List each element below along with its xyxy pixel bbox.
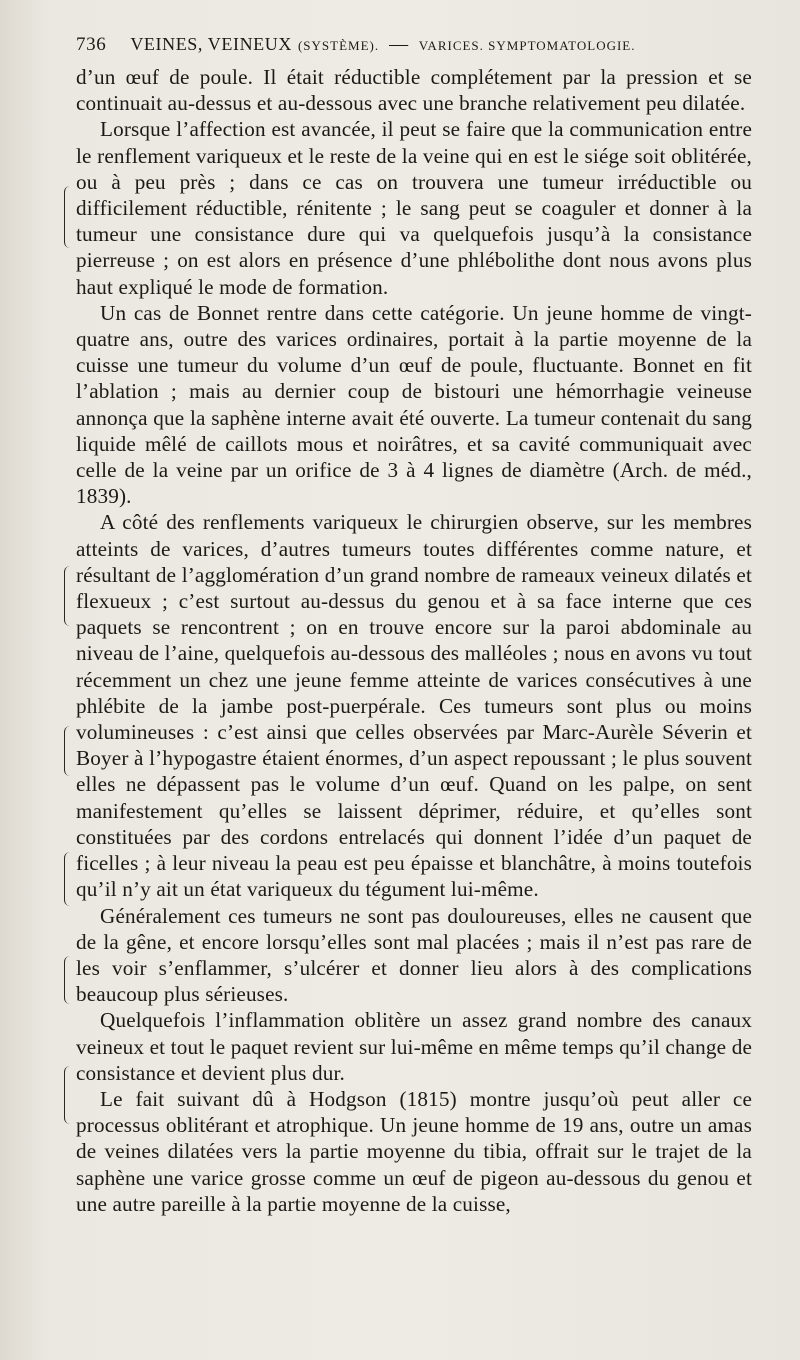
paragraph: Quelquefois l’inflammation oblitère un assez grand nombre des canaux veineux et tout le paquet revient sur lui-même en même temps qu’il change de consistance et devient plus dur.	[76, 1008, 752, 1085]
paragraph: Généralement ces tumeurs ne sont pas douloureuses, elles ne causent que de la gêne, et encore lorsqu’elles sont mal placées ; mais il n’est pas rare de les voir s’enflammer, s’ulcérer et donner lieu alors à des complications beaucoup plus sérieuses.	[76, 903, 752, 1007]
paragraph: Le fait suivant dû à Hodgson (1815) montre jusqu’où peut aller ce processus oblitérant et atrophique. Un jeune homme de 19 ans, outre un amas de veines dilatées vers la partie moyenne du tibia, offrait sur le trajet de la saphène une varice grosse comme un œuf de pigeon au-dessous du genou et une autre pareille à la partie moyenne de la cuisse,	[76, 1086, 752, 1216]
header-title: VEINES, VEINEUX	[130, 34, 292, 54]
page-body	[76, 64, 752, 1217]
paragraph: Un cas de Bonnet rentre dans cette catégorie. Un jeune homme de vingt-quatre ans, outre des varices ordinaires, portait à la partie moyenne de la cuisse une tumeur du volume d’un œuf de poule, fluctuante. Bonnet en fit l’ablation ; mais au dernier coup de bistouri une hémorrhagie veineuse annonça que la saphène interne avait été ouverte. La tumeur contenait du sang liquide mêlé de caillots mous et noirâtres, et sa cavité communiquait avec celle de la veine par un orifice de 3 à 4 lignes de diamètre (Arch. de méd., 1839).	[76, 300, 752, 509]
margin-bracket	[64, 956, 71, 1004]
paragraph: A côté des renflements variqueux le chirurgien observe, sur les membres atteints de varices, d’autres tumeurs toutes différentes comme nature, et résultant de l’agglomération d’un grand nombre de rameaux veineux dilatés et flexueux ; c’est surtout au-dessus du genou et à sa face interne que ces paquets se rencontrent ; on en trouve encore sur la paroi abdominale au niveau de l’aine, quelquefois au-dessous des malléoles ; nous en avons vu tout récemment un chez une jeune femme atteinte de varices consécutives à une phlébite de la jambe post-puerpérale. Ces tumeurs sont plus ou moins volumineuses : c’est ainsi que celles observées par Marc-Aurèle Séverin et Boyer à l’hypogastre étaient énormes, d’un aspect repoussant ; le plus souvent elles ne dépassent pas le volume d’un œuf. Quand on les palpe, on sent manifestement qu’elles se laissent déprimer, réduire, et qu’elles sont constituées par des cordons entrelacés qui donnent l’idée d’un paquet de ficelles ; à leur niveau la peau est peu épaisse et blanchâtre, à moins toutefois qu’il n’y ait un état variqueux du tégument lui-même.	[76, 510, 753, 902]
margin-bracket	[64, 1066, 71, 1124]
header-section: (SYSTÈME).	[297, 38, 380, 53]
margin-bracket	[64, 852, 71, 906]
margin-bracket	[64, 186, 71, 248]
page-number: 736	[76, 34, 107, 55]
paragraph: Lorsque l’affection est avancée, il peut se faire que la communication entre le renflement variqueux et le reste de la veine qui en est le siége soit oblitérée, ou à peu près ; dans ce cas on trouvera une tumeur irréductible ou difficilement réductible, rénitente ; le sang peut se coaguler et donner à la tumeur une consistance dure qui va quelquefois jusqu’à la consistance pierreuse ; on est alors en présence d’une phlébolithe dont nous avons plus haut expliqué le mode de formation.	[76, 117, 752, 299]
running-header	[76, 34, 752, 56]
header-subtitle: VARICES. SYMPTOMATOLOGIE.	[418, 38, 636, 53]
margin-annotations	[60, 0, 74, 1360]
header-dash: —	[389, 34, 409, 55]
margin-bracket	[64, 726, 71, 776]
paragraph: d’un œuf de poule. Il était réductible complétement par la pression et se continuait au-dessus et au-dessous avec une branche relativement peu dilatée.	[76, 65, 752, 116]
margin-bracket	[64, 566, 71, 626]
